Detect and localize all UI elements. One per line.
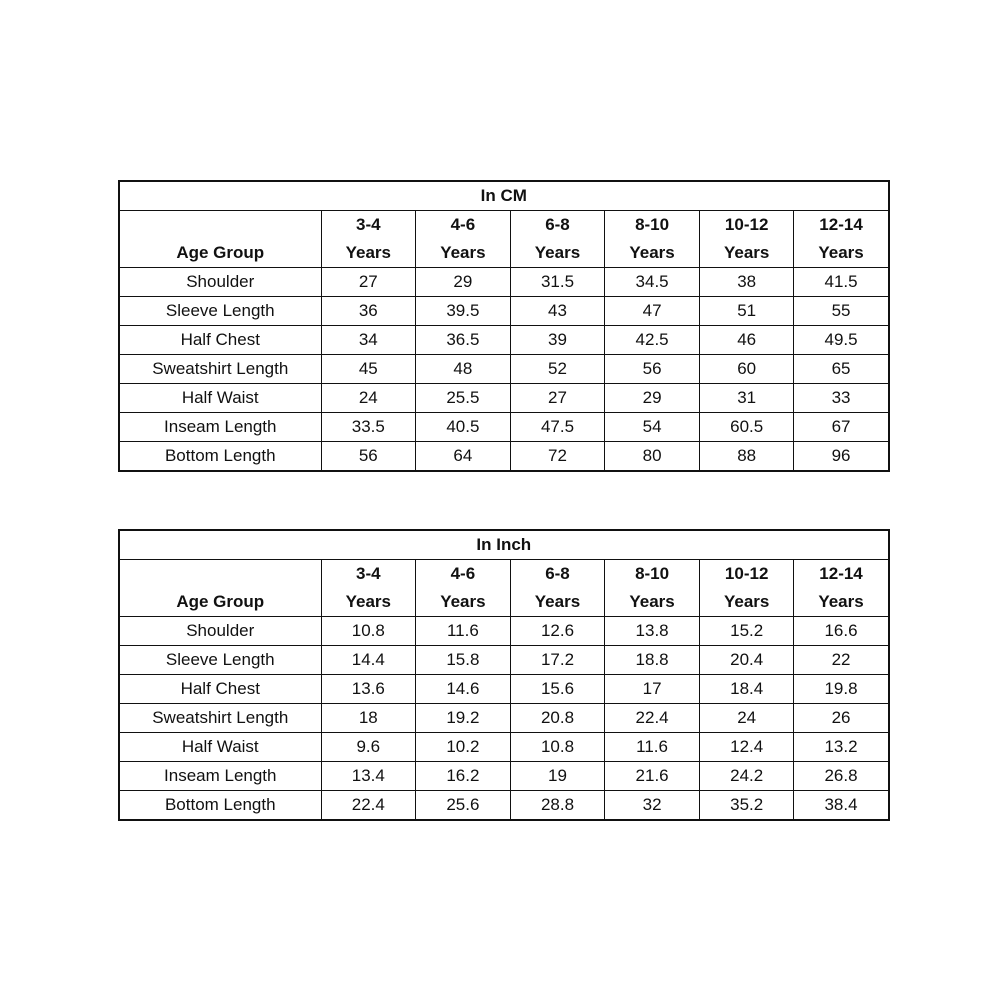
years-label: Years (440, 243, 486, 262)
age-range-label: 3-4 (356, 564, 381, 583)
years-label: Years (345, 243, 391, 262)
measurement-value: 27 (510, 384, 605, 413)
measurement-value: 67 (794, 413, 889, 442)
measurement-label: Sleeve Length (119, 297, 321, 326)
table-row (119, 442, 889, 472)
measurement-value: 25.5 (416, 384, 511, 413)
measurement-value: 49.5 (794, 326, 889, 355)
measurement-value: 41.5 (794, 268, 889, 297)
measurement-value: 17 (605, 675, 700, 704)
measurement-value: 31 (699, 384, 794, 413)
measurement-value: 22.4 (605, 704, 700, 733)
measurement-label: Shoulder (119, 268, 321, 297)
years-label: Years (629, 592, 675, 611)
measurement-label: Bottom Length (119, 442, 321, 472)
years-label: Years (440, 592, 486, 611)
table-row (119, 297, 889, 326)
size-chart-inch-table (118, 529, 890, 821)
table-row (119, 762, 889, 791)
measurement-label: Sweatshirt Length (119, 355, 321, 384)
measurement-label: Shoulder (119, 617, 321, 646)
measurement-value: 51 (699, 297, 794, 326)
age-range-label: 10-12 (724, 564, 769, 583)
measurement-value: 60.5 (699, 413, 794, 442)
measurement-value: 12.6 (510, 617, 605, 646)
measurement-value: 20.8 (510, 704, 605, 733)
measurement-value: 26 (794, 704, 889, 733)
table-row (119, 675, 889, 704)
measurement-value: 36 (321, 297, 416, 326)
measurement-value: 31.5 (510, 268, 605, 297)
age-range-label: 3-4 (356, 215, 381, 234)
measurement-value: 14.4 (321, 646, 416, 675)
measurement-value: 18.4 (699, 675, 794, 704)
measurement-value: 45 (321, 355, 416, 384)
age-range-label: 8-10 (635, 215, 670, 234)
age-range-label: 4-6 (450, 215, 476, 234)
age-column-header (321, 211, 416, 268)
measurement-value: 39.5 (416, 297, 511, 326)
years-label: Years (723, 592, 770, 611)
age-group-header: Age Group (119, 560, 321, 617)
age-column-header (794, 560, 889, 617)
measurement-value: 13.2 (794, 733, 889, 762)
measurement-value: 54 (605, 413, 700, 442)
age-column-header (510, 211, 605, 268)
table-row (119, 791, 889, 821)
measurement-value: 34 (321, 326, 416, 355)
measurement-value: 21.6 (605, 762, 700, 791)
measurement-value: 34.5 (605, 268, 700, 297)
table-row (119, 268, 889, 297)
measurement-value: 27 (321, 268, 416, 297)
measurement-value: 35.2 (699, 791, 794, 821)
measurement-value: 25.6 (416, 791, 511, 821)
measurement-value: 10.8 (510, 733, 605, 762)
age-range-label: 4-6 (450, 564, 476, 583)
measurement-value: 88 (699, 442, 794, 472)
size-chart-cm-table (118, 180, 890, 472)
measurement-label: Half Waist (119, 733, 321, 762)
measurement-value: 43 (510, 297, 605, 326)
measurement-label: Inseam Length (119, 762, 321, 791)
measurement-label: Sweatshirt Length (119, 704, 321, 733)
table-row (119, 355, 889, 384)
table-row (119, 617, 889, 646)
measurement-label: Half Chest (119, 675, 321, 704)
age-column-header (321, 560, 416, 617)
measurement-value: 15.2 (699, 617, 794, 646)
measurement-value: 47.5 (510, 413, 605, 442)
measurement-value: 16.2 (416, 762, 511, 791)
measurement-value: 11.6 (605, 733, 700, 762)
measurement-label: Sleeve Length (119, 646, 321, 675)
age-range-label: 8-10 (635, 564, 670, 583)
measurement-label: Bottom Length (119, 791, 321, 821)
measurement-value: 15.8 (416, 646, 511, 675)
years-label: Years (818, 592, 864, 611)
measurement-value: 19 (510, 762, 605, 791)
measurement-value: 29 (416, 268, 511, 297)
measurement-value: 16.6 (794, 617, 889, 646)
measurement-value: 24.2 (699, 762, 794, 791)
measurement-value: 24 (699, 704, 794, 733)
age-column-header (699, 211, 794, 268)
measurement-value: 10.8 (321, 617, 416, 646)
age-range-label: 10-12 (724, 215, 769, 234)
years-label: Years (818, 243, 864, 262)
table-row (119, 326, 889, 355)
measurement-value: 96 (794, 442, 889, 472)
measurement-value: 12.4 (699, 733, 794, 762)
table-body (119, 530, 889, 820)
measurement-value: 47 (605, 297, 700, 326)
measurement-value: 36.5 (416, 326, 511, 355)
age-range-label: 12-14 (819, 215, 863, 234)
measurement-value: 60 (699, 355, 794, 384)
age-column-header (605, 211, 700, 268)
measurement-value: 80 (605, 442, 700, 472)
measurement-value: 55 (794, 297, 889, 326)
table-row (119, 646, 889, 675)
table-title: In CM (119, 181, 889, 211)
table-row (119, 733, 889, 762)
measurement-value: 26.8 (794, 762, 889, 791)
measurement-value: 56 (605, 355, 700, 384)
measurement-value: 65 (794, 355, 889, 384)
table-row (119, 413, 889, 442)
measurement-value: 46 (699, 326, 794, 355)
measurement-label: Half Waist (119, 384, 321, 413)
measurement-value: 72 (510, 442, 605, 472)
table-row (119, 384, 889, 413)
age-column-header (416, 211, 511, 268)
measurement-value: 22.4 (321, 791, 416, 821)
measurement-label: Inseam Length (119, 413, 321, 442)
years-label: Years (723, 243, 770, 262)
measurement-value: 64 (416, 442, 511, 472)
age-column-header (699, 560, 794, 617)
table-body (119, 181, 889, 471)
table-header-row (119, 211, 889, 268)
table-title: In Inch (119, 530, 889, 560)
age-column-header (416, 560, 511, 617)
measurement-value: 42.5 (605, 326, 700, 355)
age-column-header (510, 560, 605, 617)
measurement-value: 33 (794, 384, 889, 413)
measurement-value: 24 (321, 384, 416, 413)
age-range-label: 6-8 (545, 215, 570, 234)
table-title-row (119, 530, 889, 560)
years-label: Years (534, 243, 581, 262)
measurement-value: 38.4 (794, 791, 889, 821)
measurement-value: 32 (605, 791, 700, 821)
measurement-value: 19.2 (416, 704, 511, 733)
years-label: Years (345, 592, 391, 611)
years-label: Years (534, 592, 581, 611)
measurement-value: 14.6 (416, 675, 511, 704)
measurement-value: 10.2 (416, 733, 511, 762)
measurement-value: 33.5 (321, 413, 416, 442)
years-label: Years (629, 243, 675, 262)
measurement-value: 52 (510, 355, 605, 384)
measurement-value: 29 (605, 384, 700, 413)
measurement-value: 22 (794, 646, 889, 675)
measurement-value: 17.2 (510, 646, 605, 675)
measurement-value: 48 (416, 355, 511, 384)
table-header-row (119, 560, 889, 617)
age-group-header: Age Group (119, 211, 321, 268)
measurement-value: 18.8 (605, 646, 700, 675)
measurement-value: 28.8 (510, 791, 605, 821)
age-range-label: 6-8 (545, 564, 570, 583)
age-column-header (794, 211, 889, 268)
measurement-value: 40.5 (416, 413, 511, 442)
table-row (119, 704, 889, 733)
measurement-value: 13.8 (605, 617, 700, 646)
measurement-value: 13.6 (321, 675, 416, 704)
measurement-value: 20.4 (699, 646, 794, 675)
measurement-value: 13.4 (321, 762, 416, 791)
measurement-label: Half Chest (119, 326, 321, 355)
measurement-value: 19.8 (794, 675, 889, 704)
measurement-value: 9.6 (321, 733, 416, 762)
measurement-value: 39 (510, 326, 605, 355)
measurement-value: 11.6 (416, 617, 511, 646)
table-title-row (119, 181, 889, 211)
measurement-value: 18 (321, 704, 416, 733)
age-range-label: 12-14 (819, 564, 863, 583)
measurement-value: 38 (699, 268, 794, 297)
age-column-header (605, 560, 700, 617)
measurement-value: 15.6 (510, 675, 605, 704)
measurement-value: 56 (321, 442, 416, 472)
